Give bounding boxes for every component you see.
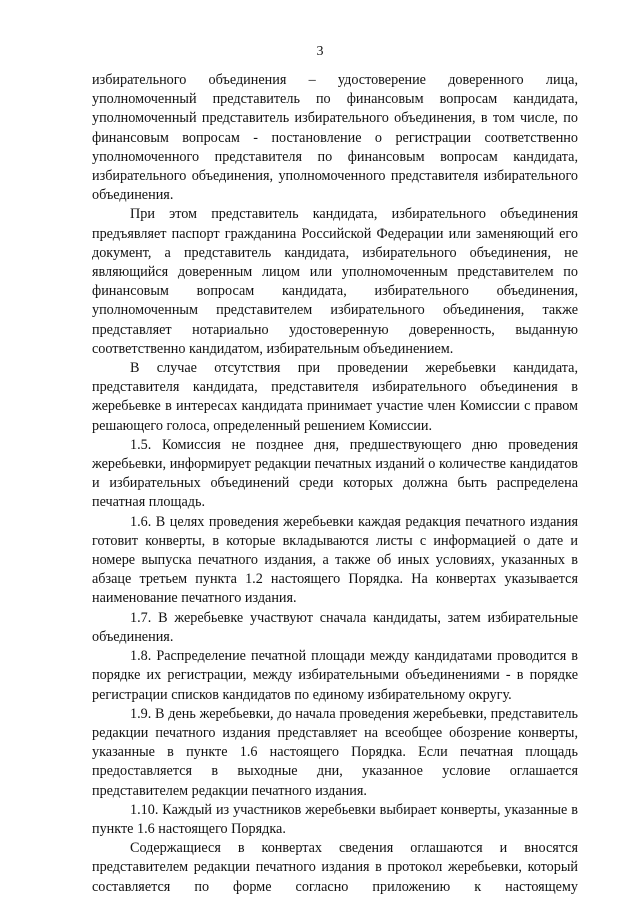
paragraph-item-1-6: 1.6. В целях проведения жеребьевки каждая редакция печатного издания готовит конверты, в которые вкладываются листы с информацией о дате и номере выпуска печатного издания, а также об иных условиях, указанных в абзаце третьем пункта 1.2 настоящего Порядка. На конвертах указывается наименование печатного издания. [92,513,578,607]
paragraph-item-1-7: 1.7. В жеребьевке участвуют сначала кандидаты, затем избирательные объединения. [92,609,578,645]
paragraph-representative-documents: При этом представитель кандидата, избирательного объединения предъявляет паспорт гражданина Российской Федерации или заменяющий его документ, а представитель кандидата, избирательного объединения, не являющийся доверенным лицом или уполномоченным представителем по финансовым вопросам кандидата, избирательного объединения, уполномоченным представителем избирательного объединения, также представляет нотариально удостоверенную доверенность, выданную соответственно кандидатом, избирательным объединением. [92,206,578,357]
document-body [92,71,578,897]
page-number: 3 [316,44,324,59]
paragraph-item-1-10: 1.10. Каждый из участников жеребьевки выбирает конверты, указанные в пункте 1.6 настоящего Порядка. [92,801,578,837]
paragraph-item-1-9: 1.9. В день жеребьевки, до начала проведения жеребьевки, представитель редакции печатного издания представляет на всеобщее обозрение конверты, указанные в пункте 1.6 настоящего Порядка. Если печатная площадь предоставляется в выходные дни, указанное условие оглашается представителем редакции печатного издания. [92,705,578,799]
paragraph-absence-case: В случае отсутствия при проведении жеребьевки кандидата, представителя кандидата, представителя избирательного объединения в жеребьевке в интересах кандидата принимает участие член Комиссии с правом решающего голоса, определенный решением Комиссии. [92,360,578,434]
paragraph-envelope-contents: Содержащиеся в конвертах сведения оглашаются и вносятся представителем редакции печатного издания в протокол жеребьевки, который составляется по форме согласно приложению к настоящему [92,840,578,895]
paragraph-item-1-5: 1.5. Комиссия не позднее дня, предшествующего дню проведения жеребьевки, информирует редакции печатных изданий о количестве кандидатов и избирательных объединений среди которых должна быть распределена печатная площадь. [92,436,578,511]
paragraph-item-1-8: 1.8. Распределение печатной площади между кандидатами проводится в порядке их регистрации, между избирательными объединениями - в порядке регистрации списков кандидатов по единому избирательному округу. [92,648,578,703]
paragraph-continuation: избирательного объединения – удостоверение доверенного лица, уполномоченный представитель по финансовым вопросам кандидата, уполномоченный представитель избирательного объединения, в том числе, по финансовым вопросам - постановление о регистрации соответственно уполномоченного представителя по финансовым вопросам кандидата, избирательного объединения, уполномоченного представителя избирательного объединения. [92,72,578,204]
